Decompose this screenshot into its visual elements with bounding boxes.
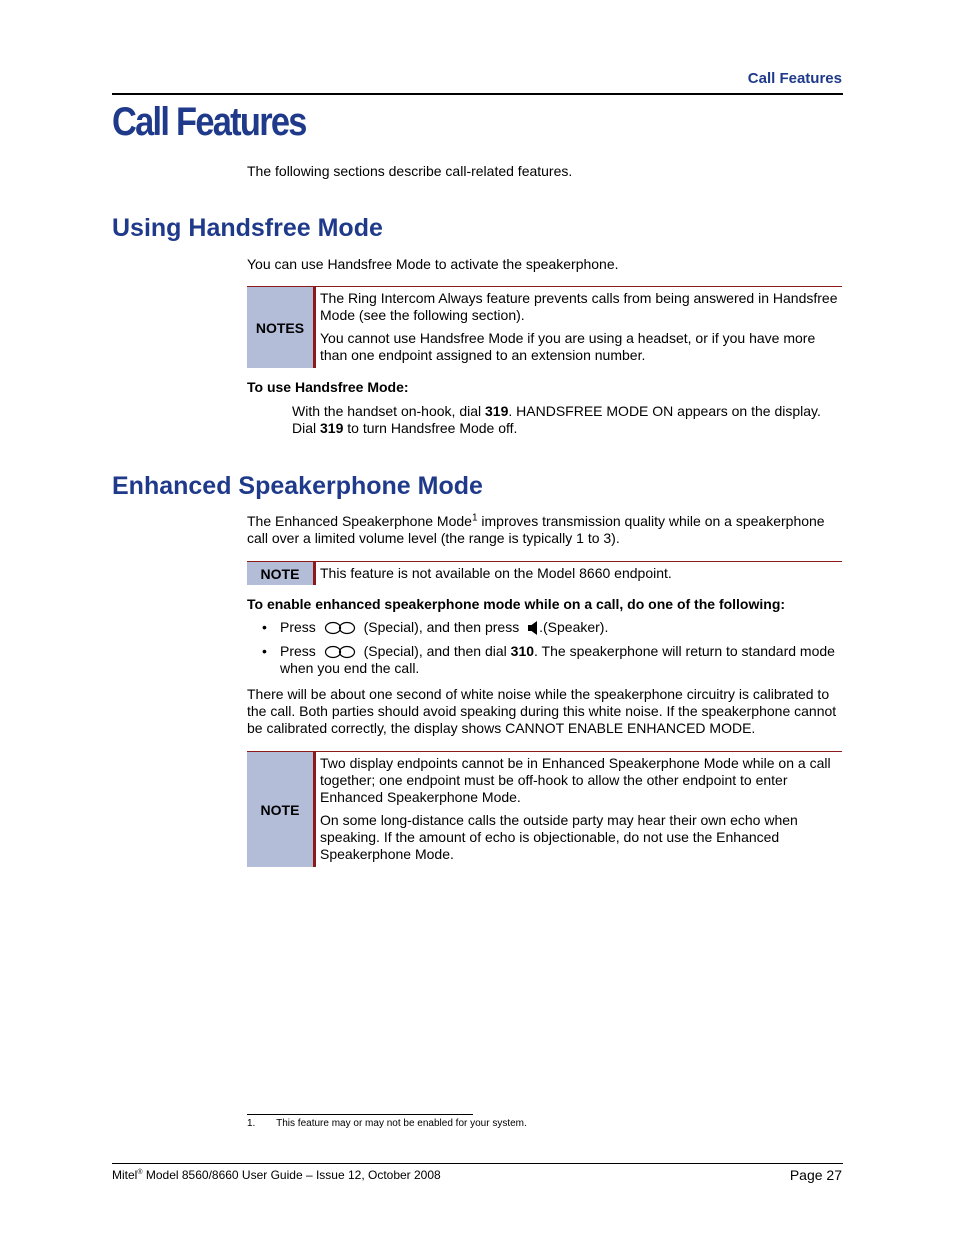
- speaker-key-icon: [527, 620, 539, 636]
- footnote-ref: 1: [471, 512, 478, 524]
- bullet-item-1: Press (Special), and then press .(Speaker).: [280, 619, 609, 635]
- code-off: 319: [320, 420, 344, 436]
- footer-doc-info: Mitel® Model 8560/8660 User Guide – Issue 12, October 2008: [112, 1168, 441, 1182]
- bullet-dot: •: [262, 619, 267, 635]
- handsfree-notes-box: [247, 286, 842, 368]
- page-number: Page 27: [789, 1167, 842, 1183]
- note-label: NOTE: [247, 752, 316, 867]
- note-item: Two display endpoints cannot be in Enhanced Speakerphone Mode while on a call together; one endpoint must be off-hook to allow the other endpoint to enter Enhanced Speakerphone Mode.: [320, 755, 831, 805]
- bullet-item-2: Press (Special), and then dial 310. The speakerphone will return to standard mode when you end the call.: [280, 643, 835, 676]
- enhanced-heading: Enhanced Speakerphone Mode: [112, 472, 483, 500]
- notes-text: [320, 287, 842, 368]
- notes-label: NOTES: [247, 287, 316, 368]
- enhanced-note-box: [247, 561, 842, 585]
- enhanced-procedure-title: To enable enhanced speakerphone mode while on a call, do one of the following:: [247, 596, 786, 612]
- note-label: NOTE: [247, 562, 316, 585]
- handsfree-intro: You can use Handsfree Mode to activate the speakerphone.: [247, 256, 619, 272]
- handsfree-procedure-title: To use Handsfree Mode:: [247, 379, 409, 395]
- note-text: [320, 752, 842, 867]
- enhanced-intro: The Enhanced Speakerphone Mode$^1$ improves transmission quality while on a speakerphone call over a limited volume level (the range is typically 1 to 3).: [247, 512, 825, 546]
- handsfree-heading: Using Handsfree Mode: [112, 214, 383, 242]
- chapter-intro: The following sections describe call-related features.: [247, 163, 573, 179]
- header-rule: [112, 93, 843, 95]
- special-key-icon: [324, 645, 356, 659]
- footnote-number: 1.: [247, 1118, 256, 1129]
- note-item: You cannot use Handsfree Mode if you are using a headset, or if you have more than one endpoint assigned to an extension number.: [320, 330, 816, 363]
- white-noise-paragraph: There will be about one second of white noise while the speakerphone circuitry is calibrated to the call. Both parties should avoid speaking during this white noise. If the speakerphone cannot be calibrated correctly, the display shows CANNOT ENABLE ENHANCED MODE.: [247, 686, 837, 736]
- chapter-title: Call Features: [112, 100, 306, 144]
- note-item: On some long-distance calls the outside party may hear their own echo when speaking. If the amount of echo is objectionable, do not use the Enhanced Speakerphone Mode.: [320, 812, 798, 862]
- footer-rule: [112, 1163, 843, 1164]
- enhanced-note2-box: [247, 751, 842, 867]
- handsfree-steps: With the handset on-hook, dial 319. HANDSFREE MODE ON appears on the display. Dial 319 to turn Handsfree Mode off.: [292, 403, 821, 436]
- code-on: 319: [485, 403, 509, 419]
- note-item: The Ring Intercom Always feature prevents calls from being answered in Handsfree Mode (see the following section).: [320, 290, 838, 323]
- footnote: [247, 1118, 527, 1129]
- footnote-rule: [247, 1114, 473, 1115]
- footnote-text: This feature may or may not be enabled for your system.: [276, 1118, 527, 1129]
- running-header: Call Features: [747, 70, 842, 87]
- code-310: 310: [510, 643, 535, 659]
- special-key-icon: [324, 621, 356, 635]
- note-text: This feature is not available on the Model 8660 endpoint.: [320, 565, 672, 581]
- bullet-dot: •: [262, 643, 267, 659]
